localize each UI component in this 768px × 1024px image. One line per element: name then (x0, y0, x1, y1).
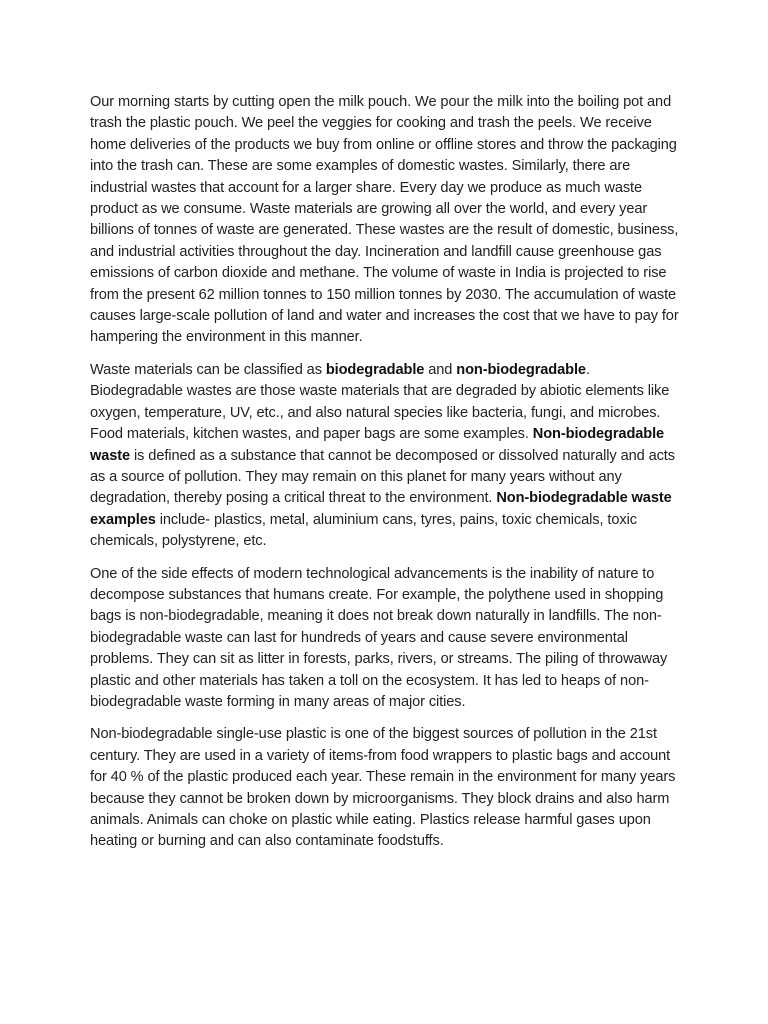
term-biodegradable: biodegradable (325, 361, 425, 378)
text-segment: and (424, 361, 457, 378)
text-segment: Non-biodegradable single-use plastic is one of the biggest sources of pollution in the 21st century. They are used in a variety of items-from food wrappers to plastic bags and account for 40 % of the plastic produced each year. These remain in the environment for many years because they cannot be broken down by microorganisms. They block drains and also harm animals. Animals can choke on plastic while eating. Plastics release harmful gases upon heating or burning and can also contaminate foodstuffs. (90, 726, 676, 850)
text-segment: Waste materials can be classified as (90, 361, 326, 378)
text-segment: One of the side effects of modern technological advancements is the inability of nature to decompose substances that humans create. For example, the polythene used in shopping bags is non-biodegradable, meaning it does not break down naturally in landfills. The non-biodegradable waste can last for hundreds of years and cause severe environmental problems. They can sit as litter in forests, parks, rivers, or streams. The piling of throwaway plastic and other materials has taken a toll on the ecosystem. It has led to heaps of non-biodegradable waste forming in many areas of major cities. (90, 565, 668, 710)
term-non-biodegradable-waste-examples: Non-biodegradable waste examples (90, 490, 672, 528)
paragraph-technological-effects (90, 564, 682, 714)
text-segment: . Biodegradable wastes are those waste materials that are degraded by abiotic elements like oxygen, temperature, UV, etc., and also natural species like bacteria, fungi, and microbes. Food materials, kitchen wastes, and paper bags are some examples. (90, 361, 670, 443)
paragraph-waste-classification (90, 360, 682, 553)
term-non-biodegradable: non-biodegradable (456, 361, 586, 378)
term-non-biodegradable-waste: Non-biodegradable waste (90, 426, 665, 464)
text-segment: Our morning starts by cutting open the milk pouch. We pour the milk into the boiling pot and trash the plastic pouch. We peel the veggies for cooking and trash the peels. We receive home deliveries of the products we buy from online or offline stores and throw the packaging into the trash can. These are some examples of domestic wastes. Similarly, there are industrial wastes that account for a larger share. Every day we produce as much waste product as we consume. Waste materials are growing all over the world, and every year billions of tonnes of waste are generated. These wastes are the result of domestic, business, and industrial activities throughout the day. Incineration and landfill cause greenhouse gas emissions of carbon dioxide and methane. The volume of waste in India is projected to rise from the present 62 million tonnes to 150 million tonnes by 2030. The accumulation of waste causes large-scale pollution of land and water and increases the cost that we have to pay for hampering the environment in this manner. (90, 94, 679, 346)
document-body (90, 92, 682, 864)
text-segment: is defined as a substance that cannot be decomposed or dissolved naturally and acts as a source of pollution. They may remain on this planet for many years without any degradation, thereby posing a critical threat to the environment. (90, 447, 675, 507)
paragraph-domestic-waste (90, 92, 682, 349)
paragraph-single-use-plastic (90, 724, 682, 852)
text-segment: include- plastics, metal, aluminium cans, tyres, pains, toxic chemicals, toxic chemicals, polystyrene, etc. (90, 511, 637, 550)
